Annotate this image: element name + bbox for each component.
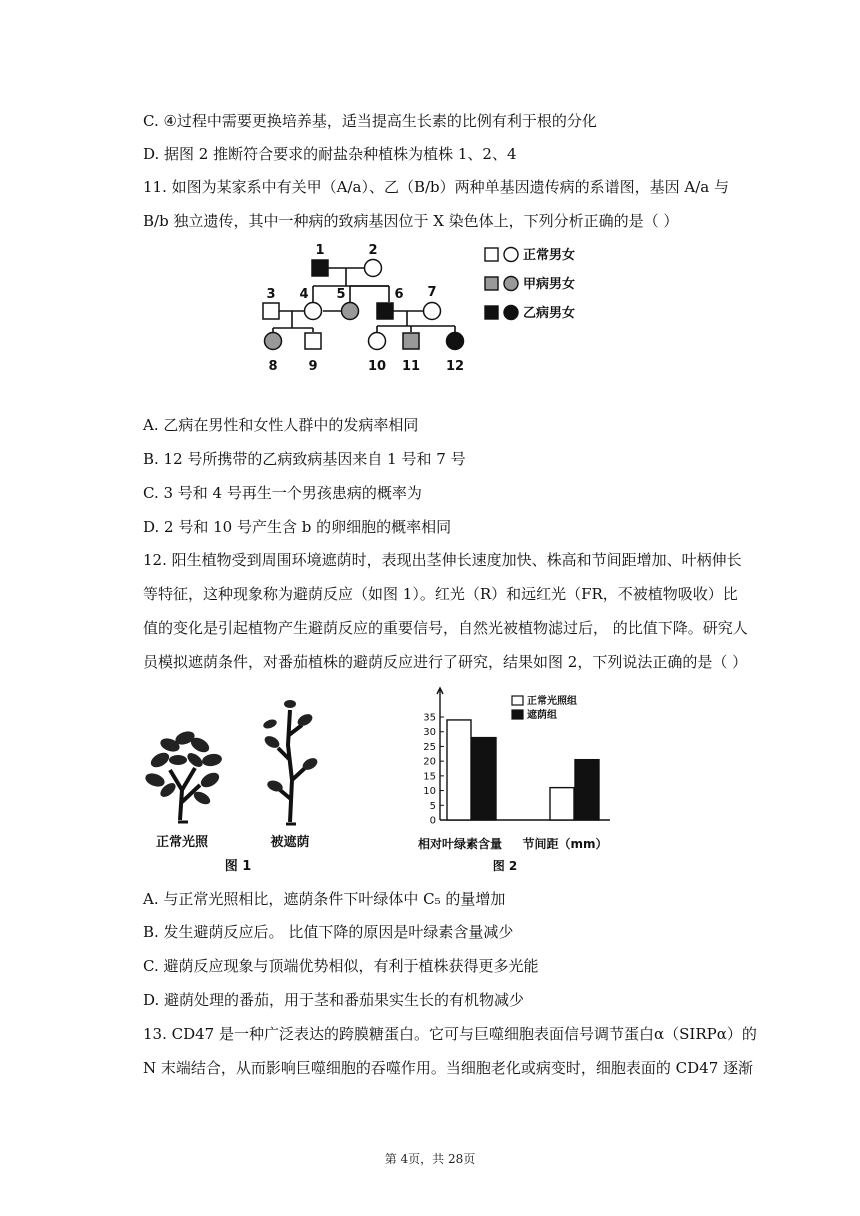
figure-1-plants <box>140 690 370 880</box>
option-d-q11: D. 2 号和 10 号产生含 b 的卵细胞的概率相同 <box>143 518 452 536</box>
pedigree-number: 5 <box>336 287 346 302</box>
y-tick-label: 20 <box>423 756 436 768</box>
question-11-line2: B/b 独立遗传，其中一种病的致病基因位于 X 染色体上，下列分析正确的是（ ） <box>143 212 679 230</box>
bar-shade-1 <box>575 760 599 820</box>
pedigree-number: 8 <box>268 359 278 374</box>
pedigree-number: 1 <box>315 243 325 258</box>
y-tick-label: 30 <box>423 727 436 739</box>
question-12-line2: 等特征，这种现象称为避荫反应（如图 1）。红光（R）和远红光（FR，不被植物吸收）比 <box>143 585 738 603</box>
option-b-q12: B. 发生避荫反应后。 比值下降的原因是叶绿素含量减少 <box>143 923 514 941</box>
legend-disease-b: 乙病男女 <box>523 306 576 321</box>
legend-normal: 正常男女 <box>523 248 576 263</box>
pedigree-number: 10 <box>367 359 387 374</box>
pedigree-number: 7 <box>427 285 437 300</box>
pedigree-individual-3 <box>263 303 279 319</box>
x-category-internode: 节间距（mm） <box>522 837 608 851</box>
figure-1-label-shaded: 被遮荫 <box>270 835 310 850</box>
pedigree-individual-7 <box>424 303 441 320</box>
y-tick-label: 0 <box>429 815 436 827</box>
pedigree-number: 4 <box>299 287 309 302</box>
pedigree-individual-5 <box>342 303 359 320</box>
option-d-q12: D. 避荫处理的番茄，用于茎和番茄果实生长的有机物减少 <box>143 991 525 1009</box>
question-12-line4: 员模拟遮荫条件，对番茄植株的避荫反应进行了研究，结果如图 2，下列说法正确的是（ ） <box>143 653 748 671</box>
option-a-q11: A. 乙病在男性和女性人群中的发病率相同 <box>143 416 419 434</box>
legend-disease-a: 甲病男女 <box>523 277 576 292</box>
y-tick-label: 10 <box>423 786 436 798</box>
bar-shade-0 <box>472 738 496 820</box>
page-footer: 第 4页，共 28页 <box>384 1152 476 1166</box>
bar-normal-1 <box>550 788 574 820</box>
normal-light-plant <box>144 729 223 822</box>
pedigree-number: 11 <box>401 359 421 374</box>
pedigree-individual-11 <box>403 333 419 349</box>
question-11-line1: 11. 如图为某家系中有关甲（A/a）、乙（B/b）两种单基因遗传病的系谱图，基因 A/a 与 <box>143 178 729 196</box>
question-13-line2: N 末端结合，从而影响巨噬细胞的吞噬作用。当细胞老化或病变时，细胞表面的 CD47 逐渐 <box>143 1059 754 1077</box>
option-b-q11: B. 12 号所携带的乙病致病基因来自 1 号和 7 号 <box>143 450 466 468</box>
figure-2-caption: 图 2 <box>492 859 518 873</box>
pedigree-number: 12 <box>445 359 465 374</box>
figure-1-label-normal: 正常光照 <box>155 835 209 850</box>
figure-1-caption: 图 1 <box>224 859 252 874</box>
figure-2-bar-chart <box>400 682 620 878</box>
pedigree-number: 2 <box>368 243 378 258</box>
pedigree-individual-12 <box>447 333 464 350</box>
pedigree-individual-4 <box>305 303 322 320</box>
option-c-q11: C. 3 号和 4 号再生一个男孩患病的概率为 <box>143 484 422 502</box>
legend-label-shade: 遮荫组 <box>527 710 557 721</box>
pedigree-number: 6 <box>394 287 404 302</box>
pedigree-number: 3 <box>266 287 276 302</box>
question-12-line3: 值的变化是引起植物产生避荫反应的重要信号，自然光被植物滤过后， 的比值下降。研究人 <box>143 619 748 637</box>
option-d-q10: D. 据图 2 推断符合要求的耐盐杂种植株为植株 1、2、4 <box>143 145 517 163</box>
pedigree-individual-6 <box>377 303 393 319</box>
bar-normal-0 <box>447 720 471 820</box>
y-tick-label: 35 <box>423 712 436 724</box>
pedigree-figure <box>255 238 615 378</box>
legend-label-normal: 正常光照组 <box>527 696 577 707</box>
question-12-line1: 12. 阳生植物受到周围环境遮荫时，表现出茎伸长速度加快、株高和节间距增加、叶柄伸长 <box>143 551 742 569</box>
pedigree-individual-9 <box>305 333 321 349</box>
y-tick-label: 5 <box>429 800 436 812</box>
question-13-line1: 13. CD47 是一种广泛表达的跨膜糖蛋白。它可与巨噬细胞表面信号调节蛋白α（SIRPα）的 <box>143 1025 757 1043</box>
x-category-chlorophyll: 相对叶绿素含量 <box>417 837 503 851</box>
legend-swatch-shade <box>512 710 523 719</box>
shaded-plant <box>262 700 319 824</box>
pedigree-individual-1 <box>312 260 328 276</box>
y-tick-label: 15 <box>423 771 436 783</box>
pedigree-individual-10 <box>369 333 386 350</box>
option-c-q12: C. 避荫反应现象与顶端优势相似，有利于植株获得更多光能 <box>143 957 539 975</box>
pedigree-individual-2 <box>365 260 382 277</box>
pedigree-number: 9 <box>308 359 318 374</box>
y-tick-label: 25 <box>423 741 436 753</box>
pedigree-individual-8 <box>265 333 282 350</box>
option-c-q10: C. ④过程中需要更换培养基，适当提高生长素的比例有利于根的分化 <box>143 112 597 130</box>
legend-swatch-normal <box>512 696 523 705</box>
option-a-q12: A. 与正常光照相比，遮荫条件下叶绿体中 C₅ 的量增加 <box>143 890 506 908</box>
